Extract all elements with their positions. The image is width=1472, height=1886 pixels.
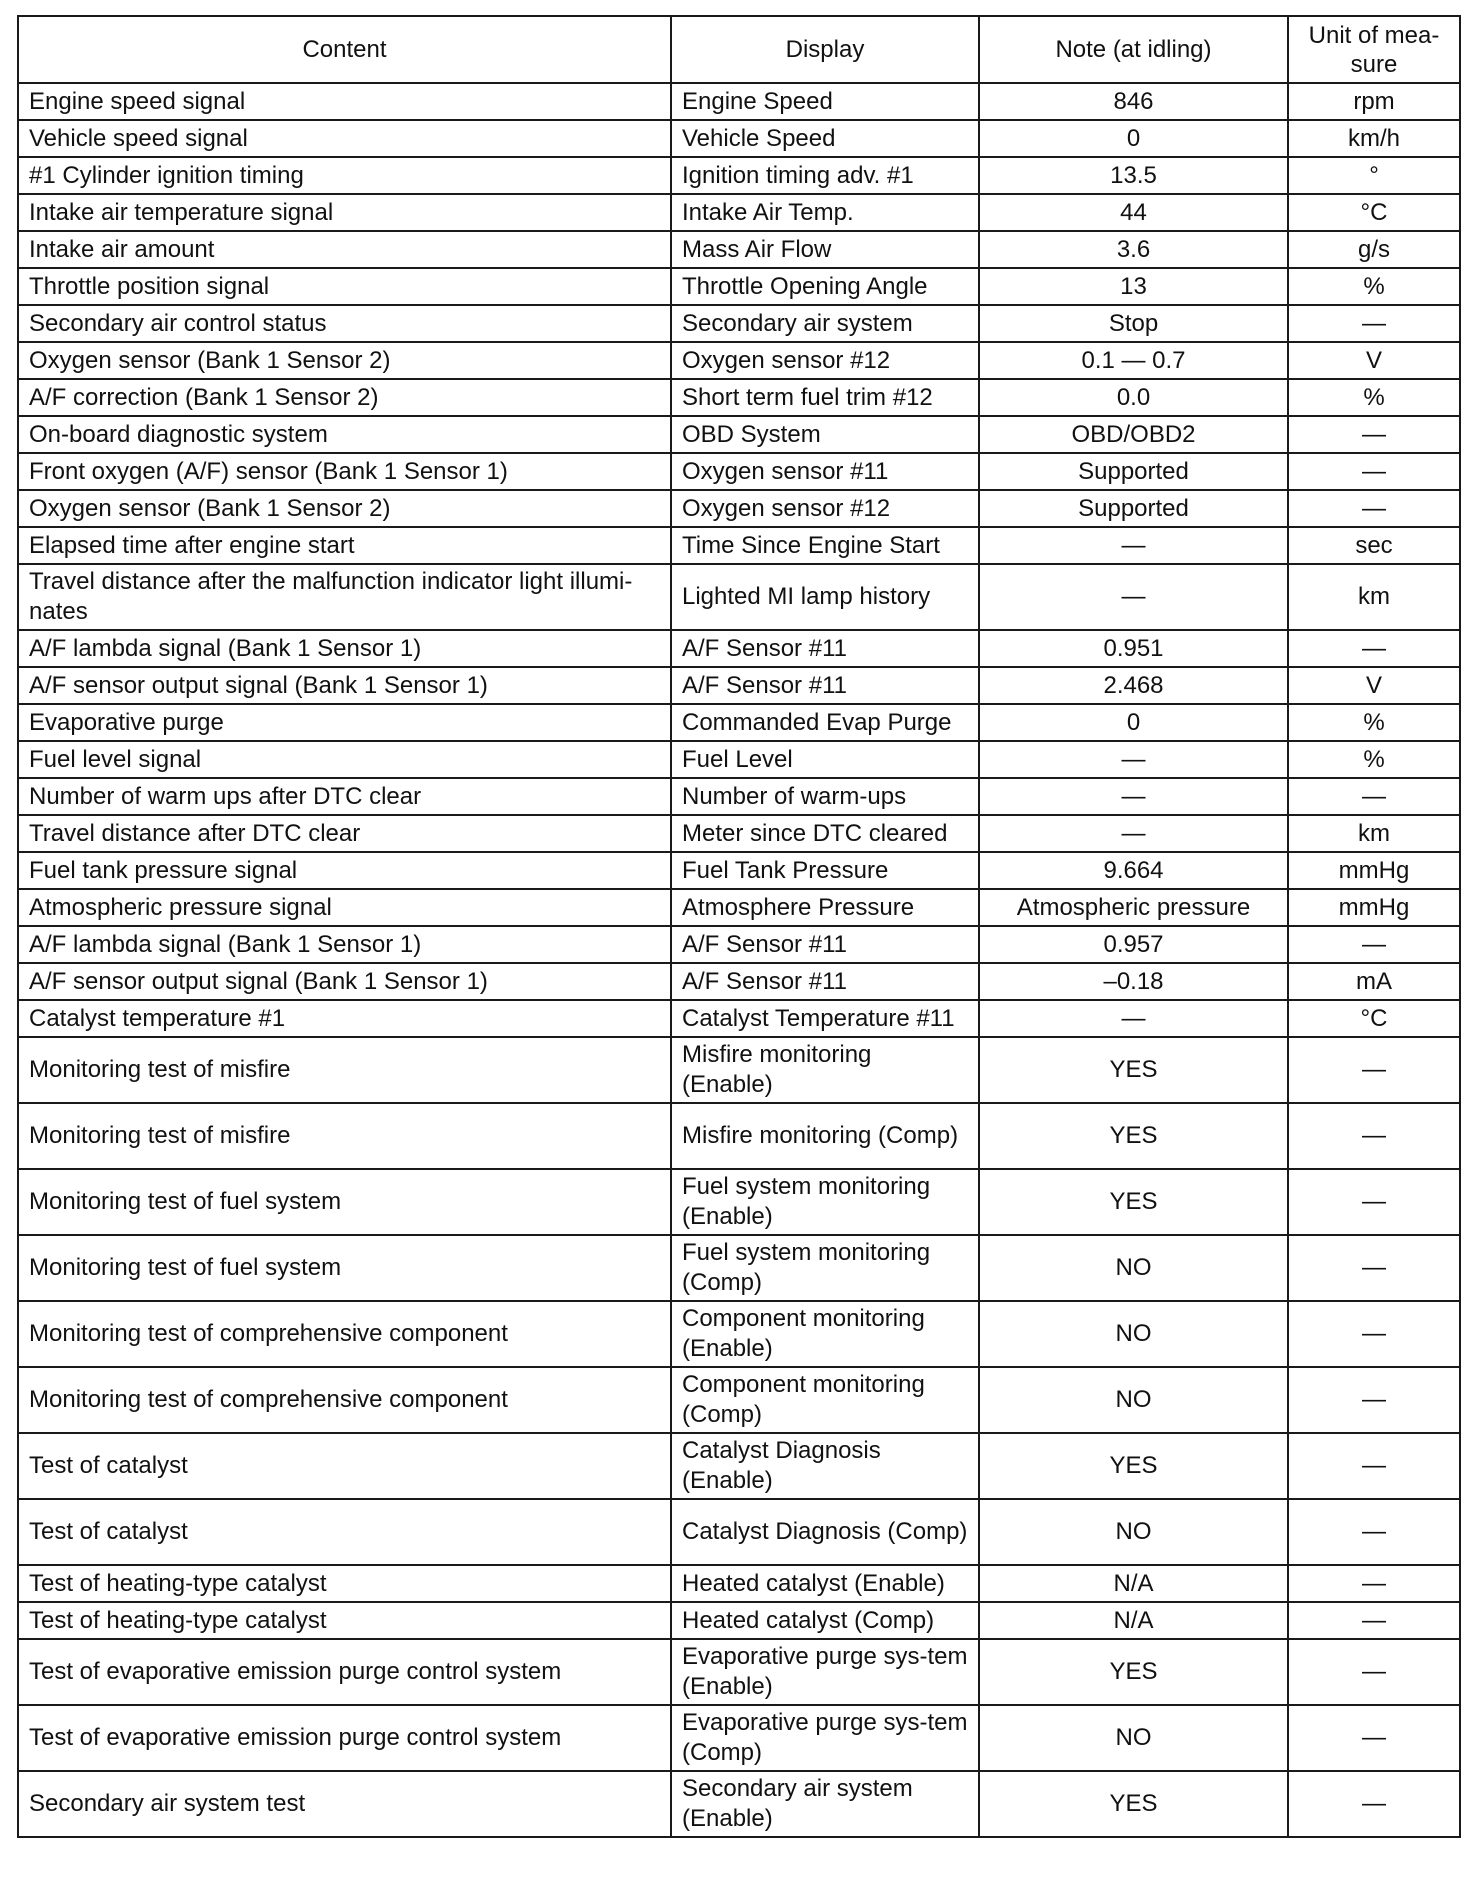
cell-content: A/F sensor output signal (Bank 1 Sensor 1) xyxy=(18,963,671,1000)
cell-note: 0.957 xyxy=(979,926,1288,963)
table-row xyxy=(18,1235,1460,1301)
table-row xyxy=(18,83,1460,120)
cell-content: Monitoring test of fuel system xyxy=(18,1235,671,1301)
cell-note: YES xyxy=(979,1169,1288,1235)
cell-display: Throttle Opening Angle xyxy=(671,268,979,305)
cell-unit: mmHg xyxy=(1288,889,1460,926)
cell-display: Evaporative purge sys-tem (Enable) xyxy=(671,1639,979,1705)
table-row xyxy=(18,490,1460,527)
cell-content: Test of catalyst xyxy=(18,1499,671,1565)
cell-note: N/A xyxy=(979,1565,1288,1602)
cell-display: Heated catalyst (Comp) xyxy=(671,1602,979,1639)
cell-display: Vehicle Speed xyxy=(671,120,979,157)
cell-note: N/A xyxy=(979,1602,1288,1639)
cell-unit: — xyxy=(1288,1433,1460,1499)
table-row xyxy=(18,852,1460,889)
cell-display: Meter since DTC cleared xyxy=(671,815,979,852)
cell-unit: — xyxy=(1288,1367,1460,1433)
table-row xyxy=(18,815,1460,852)
table-row xyxy=(18,1000,1460,1037)
table-row xyxy=(18,231,1460,268)
cell-content: #1 Cylinder ignition timing xyxy=(18,157,671,194)
table-row xyxy=(18,564,1460,630)
cell-note: 0.0 xyxy=(979,379,1288,416)
cell-note: NO xyxy=(979,1705,1288,1771)
cell-unit: — xyxy=(1288,1705,1460,1771)
cell-note: — xyxy=(979,815,1288,852)
cell-display: Catalyst Diagnosis (Comp) xyxy=(671,1499,979,1565)
cell-content: Catalyst temperature #1 xyxy=(18,1000,671,1037)
cell-unit: — xyxy=(1288,416,1460,453)
cell-note: 13 xyxy=(979,268,1288,305)
table-row xyxy=(18,1103,1460,1169)
cell-note: YES xyxy=(979,1771,1288,1837)
header-row xyxy=(18,16,1460,83)
cell-display: Mass Air Flow xyxy=(671,231,979,268)
cell-unit: % xyxy=(1288,268,1460,305)
cell-unit: — xyxy=(1288,1499,1460,1565)
cell-unit: % xyxy=(1288,379,1460,416)
table-row xyxy=(18,1602,1460,1639)
cell-display: Intake Air Temp. xyxy=(671,194,979,231)
table-row xyxy=(18,416,1460,453)
table-row xyxy=(18,342,1460,379)
cell-display: Fuel Level xyxy=(671,741,979,778)
cell-content: A/F lambda signal (Bank 1 Sensor 1) xyxy=(18,630,671,667)
cell-note: — xyxy=(979,1000,1288,1037)
header-note: Note (at idling) xyxy=(979,16,1288,83)
cell-unit: — xyxy=(1288,1235,1460,1301)
cell-unit: — xyxy=(1288,1639,1460,1705)
cell-display: Component monitoring (Comp) xyxy=(671,1367,979,1433)
data-monitor-table xyxy=(17,15,1461,1838)
table-row xyxy=(18,1433,1460,1499)
cell-unit: °C xyxy=(1288,194,1460,231)
cell-content: Secondary air system test xyxy=(18,1771,671,1837)
cell-unit: sec xyxy=(1288,527,1460,564)
table-row xyxy=(18,1639,1460,1705)
table-row xyxy=(18,667,1460,704)
cell-unit: V xyxy=(1288,342,1460,379)
cell-unit: °C xyxy=(1288,1000,1460,1037)
cell-content: Oxygen sensor (Bank 1 Sensor 2) xyxy=(18,342,671,379)
cell-display: A/F Sensor #11 xyxy=(671,667,979,704)
cell-content: Monitoring test of comprehensive component xyxy=(18,1367,671,1433)
cell-content: Evaporative purge xyxy=(18,704,671,741)
cell-unit: g/s xyxy=(1288,231,1460,268)
cell-display: Short term fuel trim #12 xyxy=(671,379,979,416)
table-row xyxy=(18,1771,1460,1837)
cell-note: — xyxy=(979,741,1288,778)
cell-content: Intake air amount xyxy=(18,231,671,268)
cell-display: Fuel Tank Pressure xyxy=(671,852,979,889)
cell-unit: mmHg xyxy=(1288,852,1460,889)
cell-note: 9.664 xyxy=(979,852,1288,889)
table-row xyxy=(18,120,1460,157)
cell-unit: — xyxy=(1288,1169,1460,1235)
cell-content: Elapsed time after engine start xyxy=(18,527,671,564)
cell-content: Fuel level signal xyxy=(18,741,671,778)
cell-note: Stop xyxy=(979,305,1288,342)
cell-unit: — xyxy=(1288,630,1460,667)
cell-note: 2.468 xyxy=(979,667,1288,704)
cell-note: 3.6 xyxy=(979,231,1288,268)
cell-display: Catalyst Temperature #11 xyxy=(671,1000,979,1037)
table-row xyxy=(18,268,1460,305)
table-row xyxy=(18,889,1460,926)
cell-content: A/F correction (Bank 1 Sensor 2) xyxy=(18,379,671,416)
cell-display: Ignition timing adv. #1 xyxy=(671,157,979,194)
cell-content: Monitoring test of misfire xyxy=(18,1103,671,1169)
cell-note: NO xyxy=(979,1367,1288,1433)
cell-content: Throttle position signal xyxy=(18,268,671,305)
cell-display: Lighted MI lamp history xyxy=(671,564,979,630)
cell-display: A/F Sensor #11 xyxy=(671,630,979,667)
cell-note: NO xyxy=(979,1499,1288,1565)
cell-unit: km xyxy=(1288,815,1460,852)
cell-unit: — xyxy=(1288,778,1460,815)
cell-content: On-board diagnostic system xyxy=(18,416,671,453)
table-row xyxy=(18,741,1460,778)
table-row xyxy=(18,1367,1460,1433)
cell-note: 0 xyxy=(979,120,1288,157)
cell-unit: — xyxy=(1288,305,1460,342)
cell-display: Component monitoring (Enable) xyxy=(671,1301,979,1367)
header-content: Content xyxy=(18,16,671,83)
table-row xyxy=(18,926,1460,963)
cell-note: 0 xyxy=(979,704,1288,741)
cell-note: — xyxy=(979,527,1288,564)
cell-display: Engine Speed xyxy=(671,83,979,120)
cell-unit: — xyxy=(1288,453,1460,490)
cell-unit: — xyxy=(1288,1103,1460,1169)
cell-unit: % xyxy=(1288,704,1460,741)
cell-content: Number of warm ups after DTC clear xyxy=(18,778,671,815)
cell-content: Secondary air control status xyxy=(18,305,671,342)
cell-note: 13.5 xyxy=(979,157,1288,194)
table-row xyxy=(18,704,1460,741)
cell-display: Fuel system monitoring (Comp) xyxy=(671,1235,979,1301)
cell-content: Travel distance after DTC clear xyxy=(18,815,671,852)
table-row xyxy=(18,1565,1460,1602)
cell-note: YES xyxy=(979,1103,1288,1169)
table-row xyxy=(18,778,1460,815)
table-row xyxy=(18,379,1460,416)
cell-content: Oxygen sensor (Bank 1 Sensor 2) xyxy=(18,490,671,527)
cell-content: Engine speed signal xyxy=(18,83,671,120)
cell-note: Supported xyxy=(979,453,1288,490)
cell-unit: V xyxy=(1288,667,1460,704)
cell-note: 0.951 xyxy=(979,630,1288,667)
cell-content: Test of evaporative emission purge control system xyxy=(18,1639,671,1705)
cell-unit: mA xyxy=(1288,963,1460,1000)
cell-note: 846 xyxy=(979,83,1288,120)
cell-unit: — xyxy=(1288,1565,1460,1602)
cell-note: — xyxy=(979,564,1288,630)
cell-unit: — xyxy=(1288,926,1460,963)
cell-note: NO xyxy=(979,1301,1288,1367)
cell-note: NO xyxy=(979,1235,1288,1301)
cell-note: 0.1 — 0.7 xyxy=(979,342,1288,379)
cell-note: — xyxy=(979,778,1288,815)
table-row xyxy=(18,963,1460,1000)
cell-display: Evaporative purge sys-tem (Comp) xyxy=(671,1705,979,1771)
cell-display: Number of warm-ups xyxy=(671,778,979,815)
table-row xyxy=(18,527,1460,564)
cell-note: YES xyxy=(979,1433,1288,1499)
table-row xyxy=(18,1705,1460,1771)
header-display: Display xyxy=(671,16,979,83)
table-row xyxy=(18,157,1460,194)
cell-display: Misfire monitoring (Enable) xyxy=(671,1037,979,1103)
cell-content: A/F lambda signal (Bank 1 Sensor 1) xyxy=(18,926,671,963)
cell-display: Oxygen sensor #12 xyxy=(671,342,979,379)
cell-display: Secondary air system xyxy=(671,305,979,342)
cell-note: OBD/OBD2 xyxy=(979,416,1288,453)
cell-display: Heated catalyst (Enable) xyxy=(671,1565,979,1602)
cell-unit: — xyxy=(1288,1037,1460,1103)
cell-display: A/F Sensor #11 xyxy=(671,963,979,1000)
cell-unit: km/h xyxy=(1288,120,1460,157)
cell-unit: rpm xyxy=(1288,83,1460,120)
cell-note: Supported xyxy=(979,490,1288,527)
table-row xyxy=(18,1169,1460,1235)
cell-display: A/F Sensor #11 xyxy=(671,926,979,963)
table-row xyxy=(18,630,1460,667)
cell-content: Front oxygen (A/F) sensor (Bank 1 Sensor 1) xyxy=(18,453,671,490)
cell-display: OBD System xyxy=(671,416,979,453)
cell-content: Test of heating-type catalyst xyxy=(18,1602,671,1639)
table-row xyxy=(18,453,1460,490)
cell-content: Intake air temperature signal xyxy=(18,194,671,231)
table-row xyxy=(18,1301,1460,1367)
cell-content: Monitoring test of comprehensive component xyxy=(18,1301,671,1367)
cell-content: Fuel tank pressure signal xyxy=(18,852,671,889)
cell-content: Monitoring test of misfire xyxy=(18,1037,671,1103)
cell-note: YES xyxy=(979,1037,1288,1103)
cell-display: Atmosphere Pressure xyxy=(671,889,979,926)
table-row xyxy=(18,194,1460,231)
cell-unit: % xyxy=(1288,741,1460,778)
cell-content: A/F sensor output signal (Bank 1 Sensor 1) xyxy=(18,667,671,704)
table-row xyxy=(18,1499,1460,1565)
cell-display: Oxygen sensor #11 xyxy=(671,453,979,490)
cell-content: Vehicle speed signal xyxy=(18,120,671,157)
cell-content: Atmospheric pressure signal xyxy=(18,889,671,926)
cell-display: Fuel system monitoring (Enable) xyxy=(671,1169,979,1235)
cell-content: Travel distance after the malfunction indicator light illumi-nates xyxy=(18,564,671,630)
cell-unit: km xyxy=(1288,564,1460,630)
cell-note: –0.18 xyxy=(979,963,1288,1000)
cell-unit: — xyxy=(1288,490,1460,527)
cell-unit: ° xyxy=(1288,157,1460,194)
cell-unit: — xyxy=(1288,1301,1460,1367)
cell-content: Monitoring test of fuel system xyxy=(18,1169,671,1235)
cell-content: Test of catalyst xyxy=(18,1433,671,1499)
cell-note: Atmospheric pressure xyxy=(979,889,1288,926)
cell-display: Commanded Evap Purge xyxy=(671,704,979,741)
cell-content: Test of evaporative emission purge control system xyxy=(18,1705,671,1771)
cell-display: Catalyst Diagnosis (Enable) xyxy=(671,1433,979,1499)
cell-unit: — xyxy=(1288,1771,1460,1837)
cell-display: Oxygen sensor #12 xyxy=(671,490,979,527)
cell-note: 44 xyxy=(979,194,1288,231)
cell-content: Test of heating-type catalyst xyxy=(18,1565,671,1602)
cell-display: Secondary air system (Enable) xyxy=(671,1771,979,1837)
table-body xyxy=(18,83,1460,1837)
table-row xyxy=(18,305,1460,342)
cell-display: Misfire monitoring (Comp) xyxy=(671,1103,979,1169)
cell-display: Time Since Engine Start xyxy=(671,527,979,564)
cell-note: YES xyxy=(979,1639,1288,1705)
table-row xyxy=(18,1037,1460,1103)
cell-unit: — xyxy=(1288,1602,1460,1639)
header-unit: Unit of mea-sure xyxy=(1288,16,1460,83)
